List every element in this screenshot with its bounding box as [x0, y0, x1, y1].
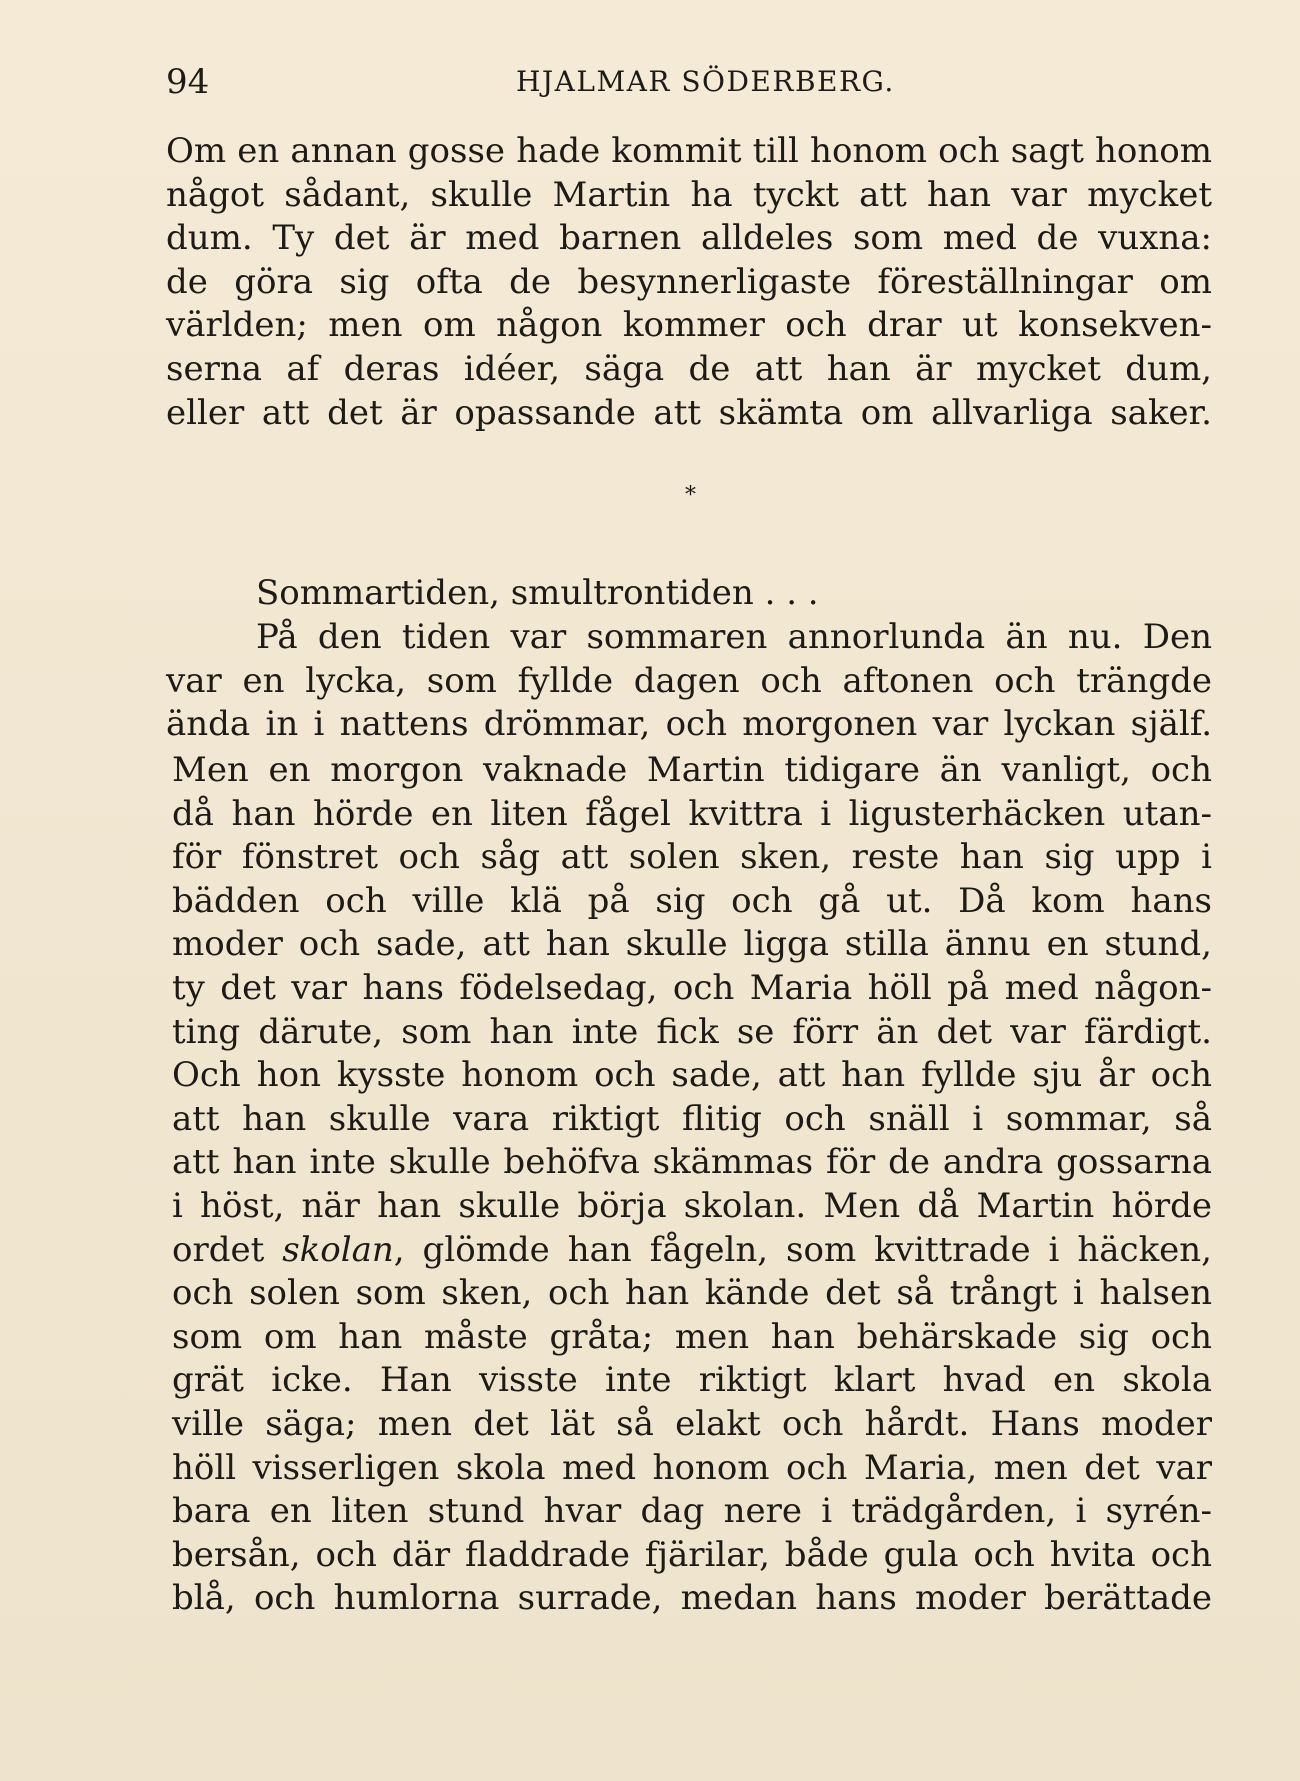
text-line: Och hon kysste honom och sade, att han fyllde sju år och: [172, 1055, 1212, 1096]
text-line: att han skulle vara riktigt flitig och snäll i sommar, så: [172, 1098, 1212, 1139]
text-line: och solen som sken, och han kände det så trångt i halsen: [172, 1273, 1212, 1314]
text-line: dum. Ty det är med barnen alldeles som med de vuxna:: [166, 218, 1212, 259]
text-line: som om han måste gråta; men han behärskade sig och: [172, 1316, 1212, 1357]
text-line: bersån, och där fladdrade fjärilar, både gula och hvita och: [172, 1534, 1212, 1575]
running-head: HJALMAR SÖDERBERG.: [516, 65, 895, 98]
page-number: 94: [166, 62, 210, 102]
text-line: i höst, när han skulle börja skolan. Men då Martin hörde: [172, 1185, 1212, 1226]
text-line: ville säga; men det lät så elakt och hårdt. Hans moder: [172, 1403, 1212, 1444]
section-divider: *: [685, 483, 696, 508]
text-line: moder och sade, att han skulle ligga stilla ännu en stund,: [172, 924, 1212, 965]
text-line: ty det var hans födelsedag, och Maria höll på med någon-: [172, 967, 1212, 1008]
text-line: ända in i nattens drömmar, och morgonen var lyckan själf.: [166, 704, 1212, 745]
text-line: ting därute, som han inte fick se förr än det var färdigt.: [172, 1011, 1212, 1052]
line-fragment: , glömde han fågeln, som kvittrade i häcken,: [393, 1229, 1212, 1270]
text-line: bara en liten stund hvar dag nere i trädgården, i syrén-: [172, 1491, 1212, 1532]
page-header: [166, 62, 1226, 102]
italic-word-skolan: skolan: [282, 1229, 394, 1270]
paragraph-3: [172, 749, 1212, 1621]
section-heading: Sommartiden, smultrontiden . . .: [256, 573, 819, 613]
text-line: något sådant, skulle Martin ha tyckt att han var mycket: [166, 174, 1212, 215]
text-line: bädden och ville klä på sig och gå ut. Då kom hans: [172, 880, 1212, 921]
text-line: de göra sig ofta de besynnerligaste föreställningar om: [166, 261, 1212, 302]
text-line: blå, och humlorna surrade, medan hans moder berättade: [172, 1578, 1212, 1619]
paragraph-2: [166, 616, 1212, 747]
text-line: för fönstret och såg att solen sken, reste han sig upp i: [172, 837, 1212, 878]
text-line: då han hörde en liten fågel kvittra i ligusterhäcken utan-: [172, 793, 1212, 834]
text-line: världen; men om någon kommer och drar ut konsekven-: [166, 305, 1212, 346]
text-line: På den tiden var sommaren annorlunda än nu. Den: [256, 617, 1212, 657]
text-line: att han inte skulle behöfva skämmas för de andra gossarna: [172, 1142, 1212, 1183]
text-line: Om en annan gosse hade kommit till honom och sagt honom: [166, 131, 1212, 171]
text-line-with-italic: [172, 1229, 1212, 1273]
text-line: serna af deras idéer, säga de att han är mycket dum,: [166, 348, 1212, 389]
paragraph-1: [166, 130, 1212, 435]
line-fragment: ordet: [172, 1229, 283, 1270]
text-line: eller att det är opassande att skämta om allvarliga saker.: [166, 392, 1212, 433]
text-line: var en lycka, som fyllde dagen och aftonen och trängde: [166, 660, 1212, 701]
text-line: grät icke. Han visste inte riktigt klart hvad en skola: [172, 1360, 1212, 1401]
text-line: Men en morgon vaknade Martin tidigare än vanligt, och: [172, 750, 1212, 790]
text-line: höll visserligen skola med honom och Maria, men det var: [172, 1447, 1212, 1488]
